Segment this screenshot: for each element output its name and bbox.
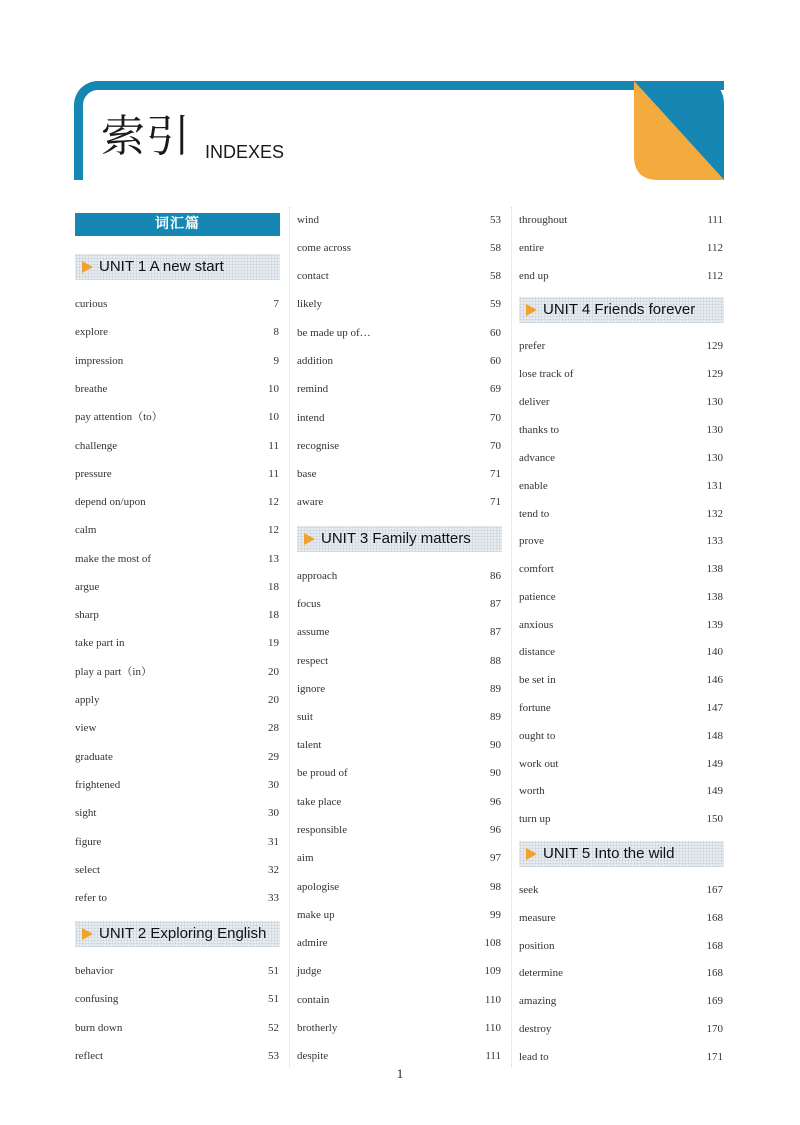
entry-page: 31 bbox=[268, 836, 279, 848]
index-entry bbox=[75, 322, 280, 342]
index-entry bbox=[297, 877, 502, 897]
index-entry bbox=[519, 781, 724, 801]
index-entry bbox=[75, 520, 280, 540]
entry-word: prefer bbox=[519, 340, 546, 352]
entry-page: 138 bbox=[706, 591, 723, 603]
index-entry bbox=[297, 848, 502, 868]
entry-word: recognise bbox=[297, 440, 340, 452]
entry-page: 110 bbox=[484, 994, 501, 1006]
entry-page: 168 bbox=[706, 967, 723, 979]
entry-word: make the most of bbox=[75, 553, 152, 565]
entry-word: determine bbox=[519, 967, 563, 979]
index-entry bbox=[75, 351, 280, 371]
entry-page: 10 bbox=[268, 383, 279, 395]
entry-word: wind bbox=[297, 214, 319, 226]
index-entry bbox=[297, 294, 502, 314]
index-entry bbox=[519, 559, 724, 579]
entry-word: admire bbox=[297, 937, 328, 949]
entry-word: prove bbox=[519, 535, 545, 547]
index-entry bbox=[519, 1047, 724, 1067]
index-entry bbox=[297, 1018, 502, 1038]
entry-page: 18 bbox=[268, 581, 279, 593]
index-entry bbox=[297, 792, 502, 812]
entry-word: patience bbox=[519, 591, 556, 603]
entry-word: be set in bbox=[519, 674, 556, 686]
entry-page: 169 bbox=[706, 995, 723, 1007]
entry-page: 7 bbox=[273, 298, 279, 310]
entry-page: 171 bbox=[706, 1051, 723, 1063]
unit-title: UNIT 5 Into the wild bbox=[543, 845, 675, 862]
entry-word: figure bbox=[75, 836, 102, 848]
entry-page: 88 bbox=[490, 655, 501, 667]
index-entry bbox=[75, 662, 280, 682]
column-divider bbox=[289, 207, 290, 1067]
entry-page: 8 bbox=[273, 326, 279, 338]
entry-word: apologise bbox=[297, 881, 340, 893]
entry-page: 129 bbox=[706, 368, 723, 380]
index-entry bbox=[75, 1046, 280, 1066]
index-entry bbox=[75, 747, 280, 767]
entry-word: come across bbox=[297, 242, 352, 254]
unit-heading bbox=[519, 841, 724, 867]
index-entry bbox=[297, 210, 502, 230]
entry-page: 108 bbox=[484, 937, 501, 949]
entry-word: lead to bbox=[519, 1051, 549, 1063]
entry-page: 69 bbox=[490, 383, 501, 395]
unit-title: UNIT 3 Family matters bbox=[321, 530, 471, 547]
entry-word: intend bbox=[297, 412, 325, 424]
entry-word: remind bbox=[297, 383, 329, 395]
entry-word: likely bbox=[297, 298, 323, 310]
entry-page: 112 bbox=[706, 242, 723, 254]
entry-page: 132 bbox=[706, 508, 723, 520]
index-entry bbox=[519, 936, 724, 956]
index-entry bbox=[297, 905, 502, 925]
entry-page: 130 bbox=[706, 424, 723, 436]
index-entry bbox=[519, 504, 724, 524]
index-entry bbox=[519, 448, 724, 468]
entry-page: 168 bbox=[706, 940, 723, 952]
index-entry bbox=[519, 210, 724, 230]
index-entry bbox=[297, 735, 502, 755]
entry-word: confusing bbox=[75, 993, 119, 1005]
index-entry bbox=[519, 476, 724, 496]
entry-word: talent bbox=[297, 739, 322, 751]
index-entry bbox=[519, 880, 724, 900]
index-entry bbox=[297, 464, 502, 484]
index-entry bbox=[297, 594, 502, 614]
index-entry bbox=[75, 605, 280, 625]
entry-page: 133 bbox=[706, 535, 723, 547]
entry-word: burn down bbox=[75, 1022, 123, 1034]
entry-word: work out bbox=[519, 758, 559, 770]
entry-page: 12 bbox=[268, 496, 279, 508]
index-entry bbox=[297, 436, 502, 456]
index-entry bbox=[297, 933, 502, 953]
entry-page: 147 bbox=[706, 702, 723, 714]
entry-word: advance bbox=[519, 452, 556, 464]
entry-word: impression bbox=[75, 355, 124, 367]
section-heading-vocabulary: 词汇篇 bbox=[75, 213, 280, 236]
entry-page: 96 bbox=[490, 796, 501, 808]
index-entry bbox=[519, 587, 724, 607]
index-entry bbox=[297, 492, 502, 512]
entry-word: enable bbox=[519, 480, 548, 492]
index-entry bbox=[519, 266, 724, 286]
unit-heading bbox=[297, 526, 502, 552]
entry-word: contact bbox=[297, 270, 329, 282]
entry-word: explore bbox=[75, 326, 108, 338]
entry-page: 129 bbox=[706, 340, 723, 352]
entry-page: 89 bbox=[490, 683, 501, 695]
entry-page: 150 bbox=[706, 813, 723, 825]
index-entry bbox=[519, 615, 724, 635]
entry-word: take place bbox=[297, 796, 342, 808]
entry-word: calm bbox=[75, 524, 97, 536]
entry-page: 140 bbox=[706, 646, 723, 658]
index-entry bbox=[75, 492, 280, 512]
triangle-bullet-icon bbox=[82, 261, 93, 273]
index-entry bbox=[297, 990, 502, 1010]
index-entry bbox=[75, 436, 280, 456]
entry-word: apply bbox=[75, 694, 100, 706]
triangle-bullet-icon bbox=[526, 848, 537, 860]
entry-word: judge bbox=[297, 965, 322, 977]
entry-page: 96 bbox=[490, 824, 501, 836]
entry-word: responsible bbox=[297, 824, 348, 836]
unit-title: UNIT 4 Friends forever bbox=[543, 301, 696, 318]
index-entry bbox=[297, 707, 502, 727]
entry-page: 111 bbox=[707, 214, 723, 226]
index-entry bbox=[519, 726, 724, 746]
index-entry bbox=[75, 633, 280, 653]
index-entry bbox=[519, 364, 724, 384]
entry-page: 138 bbox=[706, 563, 723, 575]
entry-page: 11 bbox=[268, 440, 279, 452]
entry-word: measure bbox=[519, 912, 556, 924]
entry-page: 51 bbox=[268, 965, 279, 977]
entry-word: graduate bbox=[75, 751, 113, 763]
entry-page: 19 bbox=[268, 637, 279, 649]
entry-page: 87 bbox=[490, 598, 501, 610]
entry-page: 53 bbox=[268, 1050, 279, 1062]
unit-heading bbox=[519, 297, 724, 323]
unit-title: UNIT 1 A new start bbox=[99, 258, 224, 275]
unit-heading bbox=[75, 921, 280, 947]
entry-page: 112 bbox=[706, 270, 723, 282]
entry-word: worth bbox=[519, 785, 545, 797]
index-entry bbox=[297, 961, 502, 981]
index-entry bbox=[75, 577, 280, 597]
entry-page: 18 bbox=[268, 609, 279, 621]
index-entry bbox=[75, 961, 280, 981]
index-entry bbox=[519, 991, 724, 1011]
entry-page: 60 bbox=[490, 355, 501, 367]
unit-title: UNIT 2 Exploring English bbox=[99, 925, 267, 942]
entry-word: distance bbox=[519, 646, 556, 658]
entry-word: take part in bbox=[75, 637, 125, 649]
entry-word: turn up bbox=[519, 813, 551, 825]
index-entry bbox=[297, 351, 502, 371]
index-entry bbox=[297, 266, 502, 286]
entry-page: 170 bbox=[706, 1023, 723, 1035]
entry-page: 130 bbox=[706, 452, 723, 464]
entry-word: throughout bbox=[519, 214, 568, 226]
index-entry bbox=[519, 809, 724, 829]
triangle-bullet-icon bbox=[526, 304, 537, 316]
entry-word: be made up of… bbox=[297, 327, 371, 339]
index-entry bbox=[297, 408, 502, 428]
entry-page: 90 bbox=[490, 739, 501, 751]
entry-word: select bbox=[75, 864, 101, 876]
entry-page: 146 bbox=[706, 674, 723, 686]
index-entry bbox=[519, 754, 724, 774]
entry-word: ought to bbox=[519, 730, 556, 742]
entry-page: 110 bbox=[484, 1022, 501, 1034]
entry-page: 148 bbox=[706, 730, 723, 742]
entry-page: 20 bbox=[268, 694, 279, 706]
entry-page: 52 bbox=[268, 1022, 279, 1034]
entry-page: 59 bbox=[490, 298, 501, 310]
entry-word: base bbox=[297, 468, 317, 480]
entry-word: focus bbox=[297, 598, 321, 610]
index-entry bbox=[75, 1018, 280, 1038]
entry-page: 33 bbox=[268, 892, 279, 904]
entry-page: 10 bbox=[268, 411, 279, 423]
entry-page: 51 bbox=[268, 993, 279, 1005]
entry-page: 130 bbox=[706, 396, 723, 408]
index-entry bbox=[297, 566, 502, 586]
page-number: 1 bbox=[396, 1066, 404, 1081]
entry-word: tend to bbox=[519, 508, 550, 520]
index-entry bbox=[519, 698, 724, 718]
page-title-english: INDEXES bbox=[205, 142, 285, 162]
entry-page: 131 bbox=[706, 480, 723, 492]
index-entry bbox=[75, 690, 280, 710]
column-divider bbox=[511, 207, 512, 1067]
entry-word: breathe bbox=[75, 383, 108, 395]
entry-word: lose track of bbox=[519, 368, 574, 380]
entry-page: 86 bbox=[490, 570, 501, 582]
index-entry bbox=[75, 832, 280, 852]
entry-page: 28 bbox=[268, 722, 279, 734]
header-corner-decoration bbox=[634, 81, 724, 180]
entry-page: 30 bbox=[268, 807, 279, 819]
entry-word: depend on/upon bbox=[75, 496, 146, 508]
page-title-chinese: 索引 bbox=[101, 111, 191, 162]
index-entry bbox=[519, 1019, 724, 1039]
index-entry bbox=[519, 392, 724, 412]
index-entry bbox=[75, 775, 280, 795]
entry-word: comfort bbox=[519, 563, 554, 575]
index-entry bbox=[75, 549, 280, 569]
entry-page: 97 bbox=[490, 852, 501, 864]
index-entry bbox=[75, 888, 280, 908]
entry-word: behavior bbox=[75, 965, 114, 977]
entry-word: despite bbox=[297, 1050, 329, 1062]
entry-page: 20 bbox=[268, 666, 279, 678]
index-entry bbox=[75, 464, 280, 484]
triangle-bullet-icon bbox=[304, 533, 315, 545]
entry-word: destroy bbox=[519, 1023, 552, 1035]
entry-word: challenge bbox=[75, 440, 118, 452]
entry-page: 13 bbox=[268, 553, 279, 565]
entry-page: 71 bbox=[490, 468, 501, 480]
index-entry bbox=[519, 420, 724, 440]
entry-page: 70 bbox=[490, 440, 501, 452]
entry-word: end up bbox=[519, 270, 549, 282]
entry-word: amazing bbox=[519, 995, 557, 1007]
index-entry bbox=[519, 908, 724, 928]
entry-page: 71 bbox=[490, 496, 501, 508]
entry-page: 70 bbox=[490, 412, 501, 424]
entry-word: aim bbox=[297, 852, 314, 864]
entry-word: deliver bbox=[519, 396, 550, 408]
triangle-bullet-icon bbox=[82, 928, 93, 940]
entry-word: argue bbox=[75, 581, 100, 593]
entry-word: approach bbox=[297, 570, 338, 582]
entry-word: ignore bbox=[297, 683, 326, 695]
index-entry bbox=[297, 763, 502, 783]
entry-word: assume bbox=[297, 626, 330, 638]
entry-page: 89 bbox=[490, 711, 501, 723]
entry-page: 167 bbox=[706, 884, 723, 896]
entry-page: 139 bbox=[706, 619, 723, 631]
entry-page: 149 bbox=[706, 785, 723, 797]
entry-page: 53 bbox=[490, 214, 501, 226]
index-entry bbox=[75, 803, 280, 823]
index-entry bbox=[75, 860, 280, 880]
entry-page: 32 bbox=[268, 864, 279, 876]
entry-word: position bbox=[519, 940, 555, 952]
index-entry bbox=[519, 238, 724, 258]
index-entry bbox=[519, 670, 724, 690]
entry-word: fortune bbox=[519, 702, 551, 714]
entry-page: 12 bbox=[268, 524, 279, 536]
index-entry bbox=[75, 989, 280, 1009]
entry-word: contain bbox=[297, 994, 330, 1006]
index-entry bbox=[297, 651, 502, 671]
entry-page: 9 bbox=[273, 355, 279, 367]
index-entry bbox=[297, 379, 502, 399]
index-entry bbox=[519, 963, 724, 983]
entry-page: 111 bbox=[485, 1050, 501, 1062]
entry-page: 149 bbox=[706, 758, 723, 770]
entry-word: curious bbox=[75, 298, 108, 310]
index-entry bbox=[519, 531, 724, 551]
entry-word: be proud of bbox=[297, 767, 348, 779]
index-entry bbox=[519, 642, 724, 662]
entry-word: make up bbox=[297, 909, 335, 921]
entry-page: 90 bbox=[490, 767, 501, 779]
entry-page: 29 bbox=[268, 751, 279, 763]
entry-word: pay attention（to） bbox=[75, 411, 163, 423]
entry-word: anxious bbox=[519, 619, 554, 631]
unit-heading bbox=[75, 254, 280, 280]
entry-word: view bbox=[75, 722, 97, 734]
entry-page: 60 bbox=[490, 327, 501, 339]
index-entry bbox=[297, 323, 502, 343]
entry-page: 87 bbox=[490, 626, 501, 638]
index-entry bbox=[297, 238, 502, 258]
entry-word: frightened bbox=[75, 779, 121, 791]
entry-page: 99 bbox=[490, 909, 501, 921]
index-entry bbox=[75, 294, 280, 314]
entry-page: 109 bbox=[484, 965, 501, 977]
entry-page: 11 bbox=[268, 468, 279, 480]
entry-word: seek bbox=[519, 884, 539, 896]
index-entry bbox=[75, 407, 280, 427]
entry-word: pressure bbox=[75, 468, 112, 480]
entry-page: 58 bbox=[490, 242, 501, 254]
entry-page: 168 bbox=[706, 912, 723, 924]
entry-word: aware bbox=[297, 496, 324, 508]
index-entry bbox=[75, 718, 280, 738]
entry-word: entire bbox=[519, 242, 545, 254]
entry-word: addition bbox=[297, 355, 334, 367]
entry-word: respect bbox=[297, 655, 329, 667]
entry-word: sight bbox=[75, 807, 97, 819]
entry-word: sharp bbox=[75, 609, 99, 621]
entry-word: thanks to bbox=[519, 424, 560, 436]
entry-word: refer to bbox=[75, 892, 108, 904]
entry-word: brotherly bbox=[297, 1022, 338, 1034]
entry-word: play a part（in） bbox=[75, 666, 152, 678]
entry-page: 30 bbox=[268, 779, 279, 791]
index-entry bbox=[297, 820, 502, 840]
entry-page: 58 bbox=[490, 270, 501, 282]
index-entry bbox=[297, 679, 502, 699]
index-entry bbox=[75, 379, 280, 399]
index-entry bbox=[297, 622, 502, 642]
entry-page: 98 bbox=[490, 881, 501, 893]
entry-word: suit bbox=[297, 711, 313, 723]
entry-word: reflect bbox=[75, 1050, 104, 1062]
index-entry bbox=[519, 336, 724, 356]
index-entry bbox=[297, 1046, 502, 1066]
